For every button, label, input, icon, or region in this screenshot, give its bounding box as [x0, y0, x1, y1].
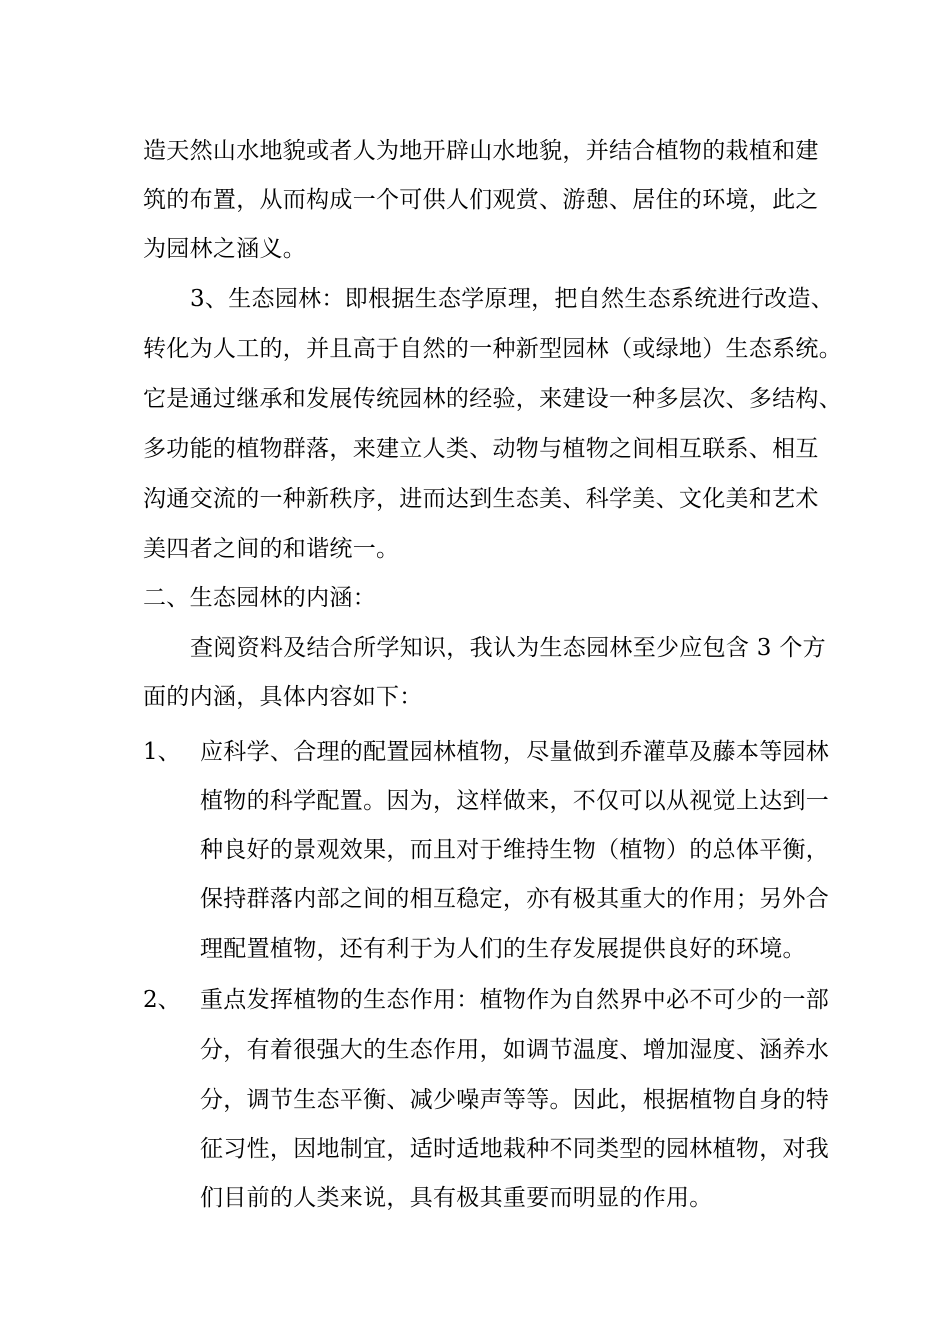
list-item-line: 种良好的景观效果，而且对于维持生物（植物）的总体平衡， — [200, 837, 830, 863]
list-item-line: 分，有着很强大的生态作用，如调节温度、增加湿度、涵养水 — [200, 1037, 830, 1063]
paragraph-line: 为园林之涵义。 — [143, 236, 307, 262]
paragraph-line: 查阅资料及结合所学知识，我认为生态园林至少应包含 3 个方 — [190, 635, 826, 661]
list-item-line: 保持群落内部之间的相互稳定，亦有极其重大的作用；另外合 — [200, 886, 830, 912]
paragraph-line: 它是通过继承和发展传统园林的经验，来建设一种多层次、多结构、 — [143, 386, 842, 412]
section-heading: 二、生态园林的内涵： — [143, 585, 376, 611]
list-item-line: 理配置植物，还有利于为人们的生存发展提供良好的环境。 — [200, 936, 806, 962]
paragraph-line: 多功能的植物群落，来建立人类、动物与植物之间相互联系、相互 — [143, 436, 819, 462]
list-item-line: 重点发挥植物的生态作用：植物作为自然界中必不可少的一部 — [200, 987, 830, 1013]
paragraph-line: 面的内涵，具体内容如下： — [143, 684, 423, 710]
list-item-number: 2、 — [143, 987, 181, 1013]
list-item-line: 植物的科学配置。因为，这样做来，不仅可以从视觉上达到一 — [200, 788, 830, 814]
paragraph-line: 筑的布置，从而构成一个可供人们观赏、游憩、居住的环境，此之 — [143, 187, 819, 213]
list-item-line: 们目前的人类来说，具有极其重要而明显的作用。 — [200, 1185, 713, 1211]
paragraph-line: 造天然山水地貌或者人为地开辟山水地貌，并结合植物的栽植和建 — [143, 138, 819, 164]
paragraph-line: 沟通交流的一种新秩序，进而达到生态美、科学美、文化美和艺术 — [143, 486, 819, 512]
list-item-line: 分，调节生态平衡、减少噪声等等。因此，根据植物自身的特 — [200, 1087, 830, 1113]
paragraph-line: 转化为人工的，并且高于自然的一种新型园林（或绿地）生态系统。 — [143, 336, 842, 362]
list-item-line: 征习性，因地制宜，适时适地栽种不同类型的园林植物，对我 — [200, 1136, 830, 1162]
list-item-number: 1、 — [143, 739, 181, 765]
paragraph-line: 美四者之间的和谐统一。 — [143, 536, 400, 562]
list-item-line: 应科学、合理的配置园林植物，尽量做到乔灌草及藤本等园林 — [200, 739, 830, 765]
paragraph-line: 3、生态园林：即根据生态学原理，把自然生态系统进行改造、 — [190, 286, 835, 312]
